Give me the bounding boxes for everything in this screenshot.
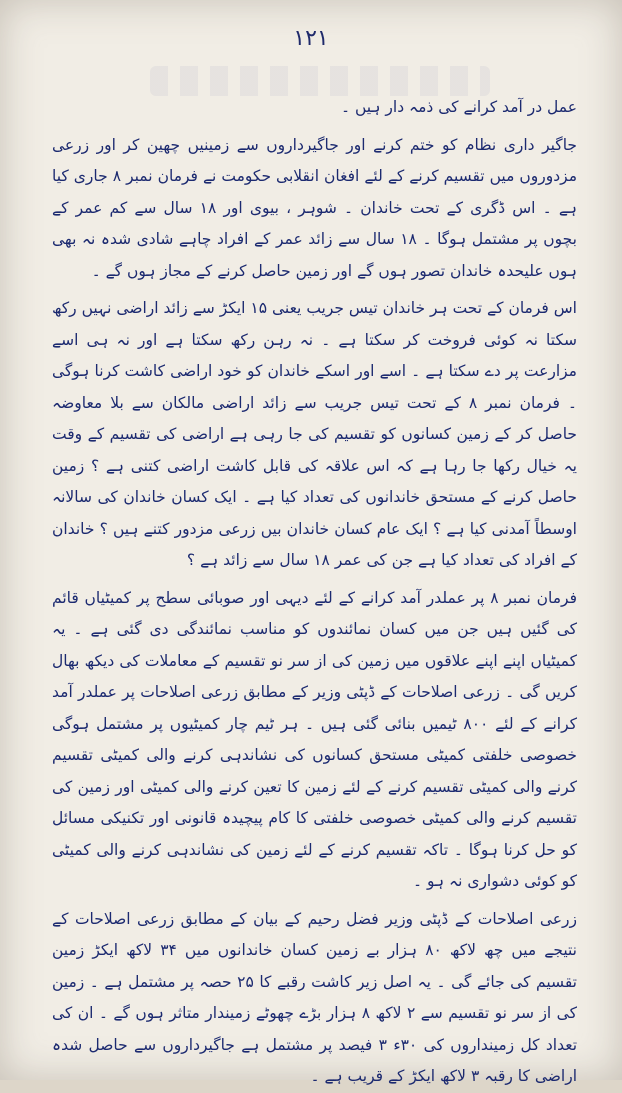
paragraph-2: جاگیر داری نظام کو ختم کرنے اور جاگیرداروں سے زمینیں چھین کر اور زرعی مزدوروں میں تقسیم کرنے کے لئے افغان انقلابی حکومت نے فرمان نمبر ۸ جاری کیا ہے ۔ اس ڈگری کے تحت خاندان ۔ شوہر ، بیوی اور ۱۸ سال سے کم عمر کے بچوں پر مشتمل ہوگا ۔ ۱۸ سال سے زائد عمر کے افراد چاہے شادی شدہ نہ بھی ہوں علیحدہ خاندان تصور ہوں گے اور زمین حاصل کرنے کے مجاز ہوں گے ۔ [52, 135, 577, 280]
paragraph-4: فرمان نمبر ۸ پر عملدر آمد کرانے کے لئے دیہی اور صوبائی سطح پر کمیٹیاں قائم کی گئیں ہیں جن میں کسان نمائندوں کو مناسب نمائندگی دی گئی ہے ۔ یہ کمیٹیاں اپنے اپنے علاقوں میں زمین کی از سر نو تقسیم کے معاملات کی دیکھ بھال کریں گی ۔ زرعی اصلاحات کے ڈپٹی وزیر کے مطابق زرعی اصلاحات پر عملدر آمد کرانے کے لئے ۸۰۰ ٹیمیں بنائی گئی ہیں ۔ ہر ٹیم چار کمیٹیوں پر مشتمل ہوگی خصوصی خلفتی کمیٹی مستحق کسانوں کی نشاندہی کرنے والی کمیٹی تقسیم کرنے والی کمیٹی تقسیم کرنے کے لئے زمین کا تعین کرنے والی کمیٹی اور زمین کی تقسیم کرنے والی کمیٹی خصوصی خلفتی کا کام پیچیدہ قانونی اور تکنیکی مسائل کو حل کرنا ہوگا ۔ تاکہ تقسیم کرنے کے لئے زمین کی نشاندہی کرنے والی کمیٹی کو کوئی دشواری نہ ہو ۔ [52, 588, 578, 890]
page-number: ۱۲۱ [293, 26, 329, 51]
paragraph-5: زرعی اصلاحات کے ڈپٹی وزیر فضل رحیم کے بیان کے مطابق زرعی اصلاحات کے نتیجے میں چھ لاکھ ۸۰ ہزار بے زمین کسان خاندانوں میں ۳۴ لاکھ ایکڑ زمین تقسیم کی جائے گی ۔ یہ اصل زیر کاشت رقبے کا ۲۵ حصہ پر مشتمل ہے ۔ زمین کی از سر نو تقسیم سے ۲ لاکھ ۸ ہزار بڑے چھوٹے زمیندار متاثر ہوں گے ۔ ان کی تعداد کل زمینداروں کی ۳۰ء ۳ فیصد پر مشتمل ہے جاگیرداروں سے حاصل شدہ اراضی کا رقبہ ۳ لاکھ ایکڑ کے قریب ہے ۔ [52, 909, 578, 1085]
page-body [52, 92, 577, 1093]
paragraph-3: اس فرمان کے تحت ہر خاندان تیس جریب یعنی ۱۵ ایکڑ سے زائد اراضی نہیں رکھ سکتا نہ کوئی فروخت کر سکتا ہے ۔ نہ رہن رکھ سکتا ہے اور نہ ہی اسے مزارعت پر دے سکتا ہے ۔ اسے اور اسکے خاندان کو خود اراضی کاشت کرنا ہوگی ۔ فرمان نمبر ۸ کے تحت تیس جریب سے زائد اراضی مالکان سے بلا معاوضہ حاصل کر کے زمین کسانوں کو تقسیم کی جا رہی ہے اراضی کی تقسیم کے وقت یہ خیال رکھا جا رہا ہے کہ اس علاقہ کی قابل کاشت اراضی کتنی ہے ؟ زمین حاصل کرنے کے مستحق خاندانوں کی تعداد کیا ہے ۔ ایک کسان خاندان کی سالانہ اوسطاً آمدنی کیا ہے ؟ ایک عام کسان خاندان بیں زرعی مزدور کتنے ہیں ؟ خاندان کے افراد کی تعداد کیا ہے جن کی عمر ۱۸ سال سے زائد ہے ؟ [52, 299, 577, 569]
paragraph-1: عمل در آمد کرانے کی ذمہ دار ہیں ۔ [340, 98, 577, 116]
